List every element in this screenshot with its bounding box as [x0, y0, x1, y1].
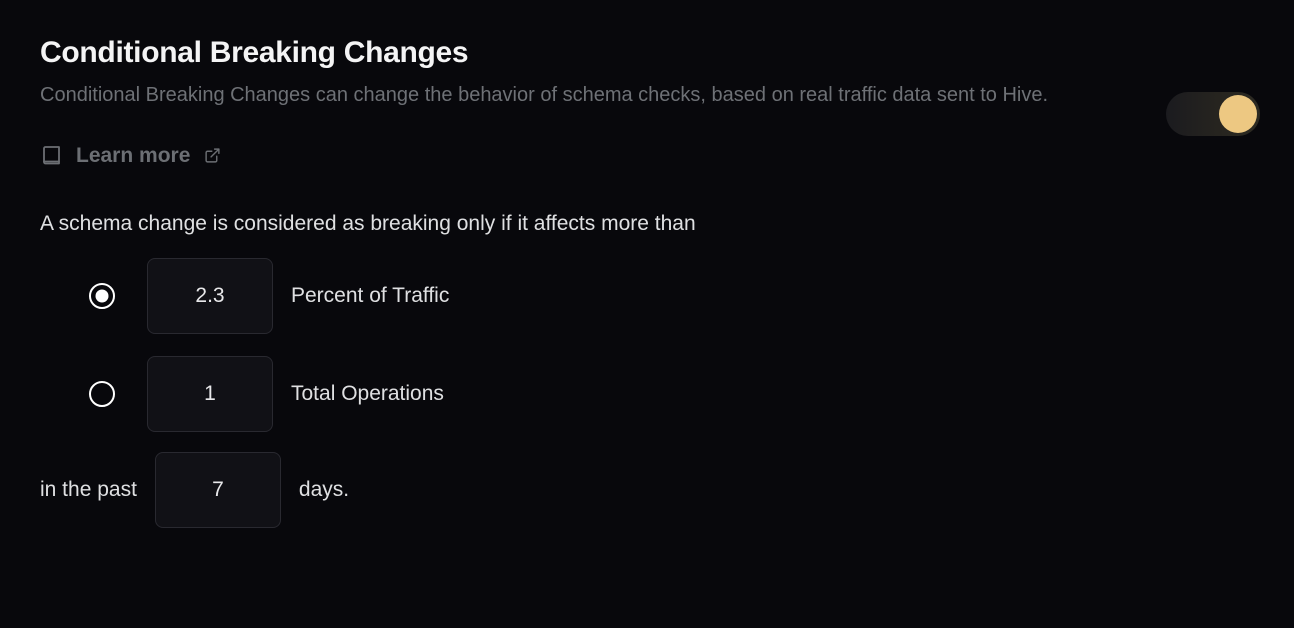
- option-row-percentage: [40, 258, 1254, 334]
- period-trail-label: days.: [298, 477, 350, 501]
- conditional-breaking-changes-toggle[interactable]: [1166, 92, 1260, 136]
- period-row: [40, 452, 1254, 528]
- option-row-operations: [40, 356, 1254, 432]
- learn-more-link[interactable]: [40, 144, 221, 168]
- radio-total-operations[interactable]: [89, 381, 115, 407]
- toggle-knob: [1219, 95, 1257, 133]
- learn-more-label: Learn more: [76, 143, 191, 167]
- period-lead-label: in the past: [40, 477, 137, 501]
- percent-of-traffic-label: Percent of Traffic: [291, 283, 450, 307]
- radio-percent-of-traffic[interactable]: [89, 283, 115, 309]
- percent-of-traffic-input[interactable]: [147, 258, 273, 334]
- total-operations-label: Total Operations: [291, 381, 444, 405]
- panel-description: Conditional Breaking Changes can change the behavior of schema checks, based on real traffic data sent to Hive.: [40, 83, 1049, 106]
- external-link-icon: [204, 147, 221, 164]
- panel-header: [40, 36, 1254, 110]
- breaking-change-statement: A schema change is considered as breaking only if it affects more than: [40, 211, 696, 235]
- period-days-input[interactable]: [155, 452, 281, 528]
- total-operations-input[interactable]: [147, 356, 273, 432]
- book-icon: [40, 144, 64, 168]
- page-title: Conditional Breaking Changes: [40, 36, 469, 69]
